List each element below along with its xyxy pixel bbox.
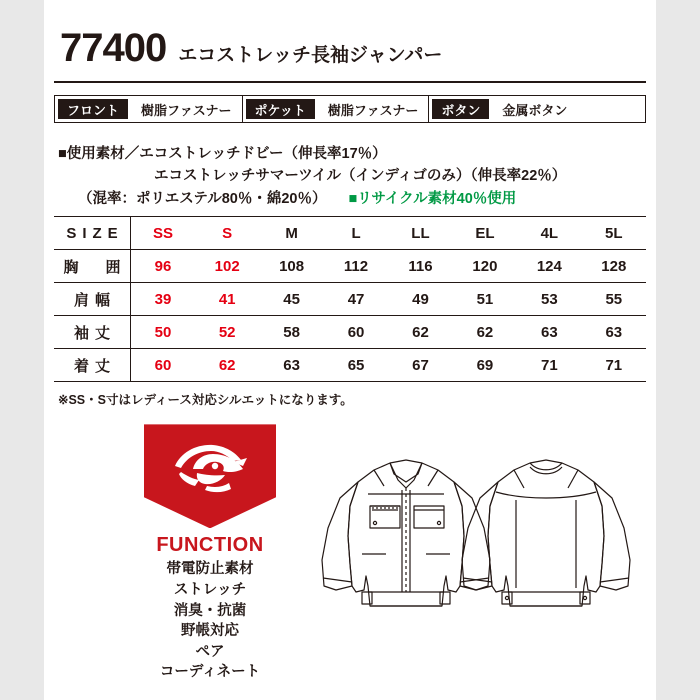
table-header-ss: SS: [131, 217, 195, 250]
cell-chest-s: 102: [195, 250, 259, 283]
cell-shoulder-5l: 55: [582, 283, 646, 316]
row-label-length: 着丈: [54, 349, 131, 382]
cell-sleeve-m: 58: [259, 316, 323, 349]
table-row: [54, 316, 646, 349]
material-line-2: エコストレッチサマーツイル（インディゴのみ）（伸長率22％）: [154, 168, 567, 185]
function-item: 消臭・抗菌: [173, 602, 247, 619]
dragon-head-icon: [167, 436, 253, 498]
row-label-shoulder: 肩幅: [54, 283, 131, 316]
function-item: ペア: [195, 643, 225, 660]
table-header-5l: 5L: [582, 217, 646, 250]
size-note: ※SS・S寸はレディース対応シルエットになります。: [58, 393, 353, 408]
table-header-4l: 4L: [517, 217, 581, 250]
row-label-sleeve: 袖丈: [54, 316, 131, 349]
function-item: コーディネート: [159, 664, 261, 681]
cell-chest-5l: 128: [582, 250, 646, 283]
cell-sleeve-ss: 50: [131, 316, 195, 349]
right-margin-rail: [656, 0, 700, 700]
cell-chest-4l: 124: [517, 250, 581, 283]
sheet-content: [44, 0, 656, 700]
chip-key-front: フロント: [58, 99, 128, 119]
cell-chest-m: 108: [259, 250, 323, 283]
jacket-illustrations: [306, 436, 636, 676]
function-item: 帯電防止素材: [166, 561, 254, 578]
cell-length-el: 69: [453, 349, 517, 382]
cell-length-m: 63: [259, 349, 323, 382]
table-header-m: M: [259, 217, 323, 250]
chip-divider: [428, 96, 429, 122]
table-header-size: SIZE: [54, 217, 131, 250]
function-item: ストレッチ: [173, 581, 247, 598]
cell-shoulder-s: 41: [195, 283, 259, 316]
shield-shape: [144, 424, 276, 528]
table-row: [54, 349, 646, 382]
chip-value-pocket: 樹脂ファスナー: [327, 102, 419, 118]
table-row: [54, 283, 646, 316]
spec-chip-bar: [54, 95, 646, 123]
table-header-el: EL: [453, 217, 517, 250]
cell-length-s: 62: [195, 349, 259, 382]
cell-sleeve-ll: 62: [388, 316, 452, 349]
cell-shoulder-4l: 53: [517, 283, 581, 316]
cell-length-l: 65: [324, 349, 388, 382]
row-label-chest: 胸 囲: [54, 250, 131, 283]
table-header-row: [54, 217, 646, 250]
chip-divider: [242, 96, 243, 122]
header-divider: [54, 81, 646, 83]
cell-shoulder-ss: 39: [131, 283, 195, 316]
left-margin-rail: [0, 0, 44, 700]
cell-chest-ss: 96: [131, 250, 195, 283]
material-block: [58, 143, 656, 210]
jacket-front-illustration: [322, 460, 490, 606]
recycle-label: ■リサイクル素材40％使用: [348, 190, 517, 207]
cell-chest-el: 120: [453, 250, 517, 283]
cell-sleeve-5l: 63: [582, 316, 646, 349]
jacket-back-illustration: [462, 460, 630, 606]
cell-shoulder-l: 47: [324, 283, 388, 316]
chip-value-front: 樹脂ファスナー: [141, 102, 232, 118]
product-header: [44, 0, 656, 71]
cell-shoulder-ll: 49: [388, 283, 452, 316]
cell-sleeve-l: 60: [324, 316, 388, 349]
chip-key-button: ボタン: [432, 99, 489, 119]
cell-length-ll: 67: [388, 349, 452, 382]
chip-value-button: 金属ボタン: [502, 102, 568, 118]
table-header-s: S: [195, 217, 259, 250]
cell-sleeve-s: 52: [195, 316, 259, 349]
bottom-section: [44, 424, 656, 686]
jacket-illustration-svg: [306, 436, 636, 676]
product-code: 77400: [60, 26, 167, 70]
cell-sleeve-el: 62: [453, 316, 517, 349]
product-name: エコストレッチ長袖ジャンパー: [178, 45, 443, 66]
table-row: [54, 250, 646, 283]
function-badge: [144, 424, 276, 682]
cell-chest-l: 112: [324, 250, 388, 283]
cell-length-5l: 71: [582, 349, 646, 382]
cell-length-ss: 60: [131, 349, 195, 382]
table-header-ll: LL: [388, 217, 452, 250]
function-item: 野帳対応: [181, 623, 239, 640]
cell-shoulder-m: 45: [259, 283, 323, 316]
cell-sleeve-4l: 63: [517, 316, 581, 349]
cell-length-4l: 71: [517, 349, 581, 382]
size-table: [54, 216, 646, 382]
function-title: FUNCTION: [156, 534, 264, 557]
material-line-3: （混率：ポリエステル80％・綿20％）: [78, 190, 327, 207]
material-line-1: ■使用素材／エコストレッチドビー（伸長率17％）: [58, 146, 387, 162]
cell-shoulder-el: 51: [453, 283, 517, 316]
table-header-l: L: [324, 217, 388, 250]
chip-key-pocket: ポケット: [246, 99, 315, 119]
function-list: [144, 559, 276, 682]
cell-chest-ll: 116: [388, 250, 452, 283]
